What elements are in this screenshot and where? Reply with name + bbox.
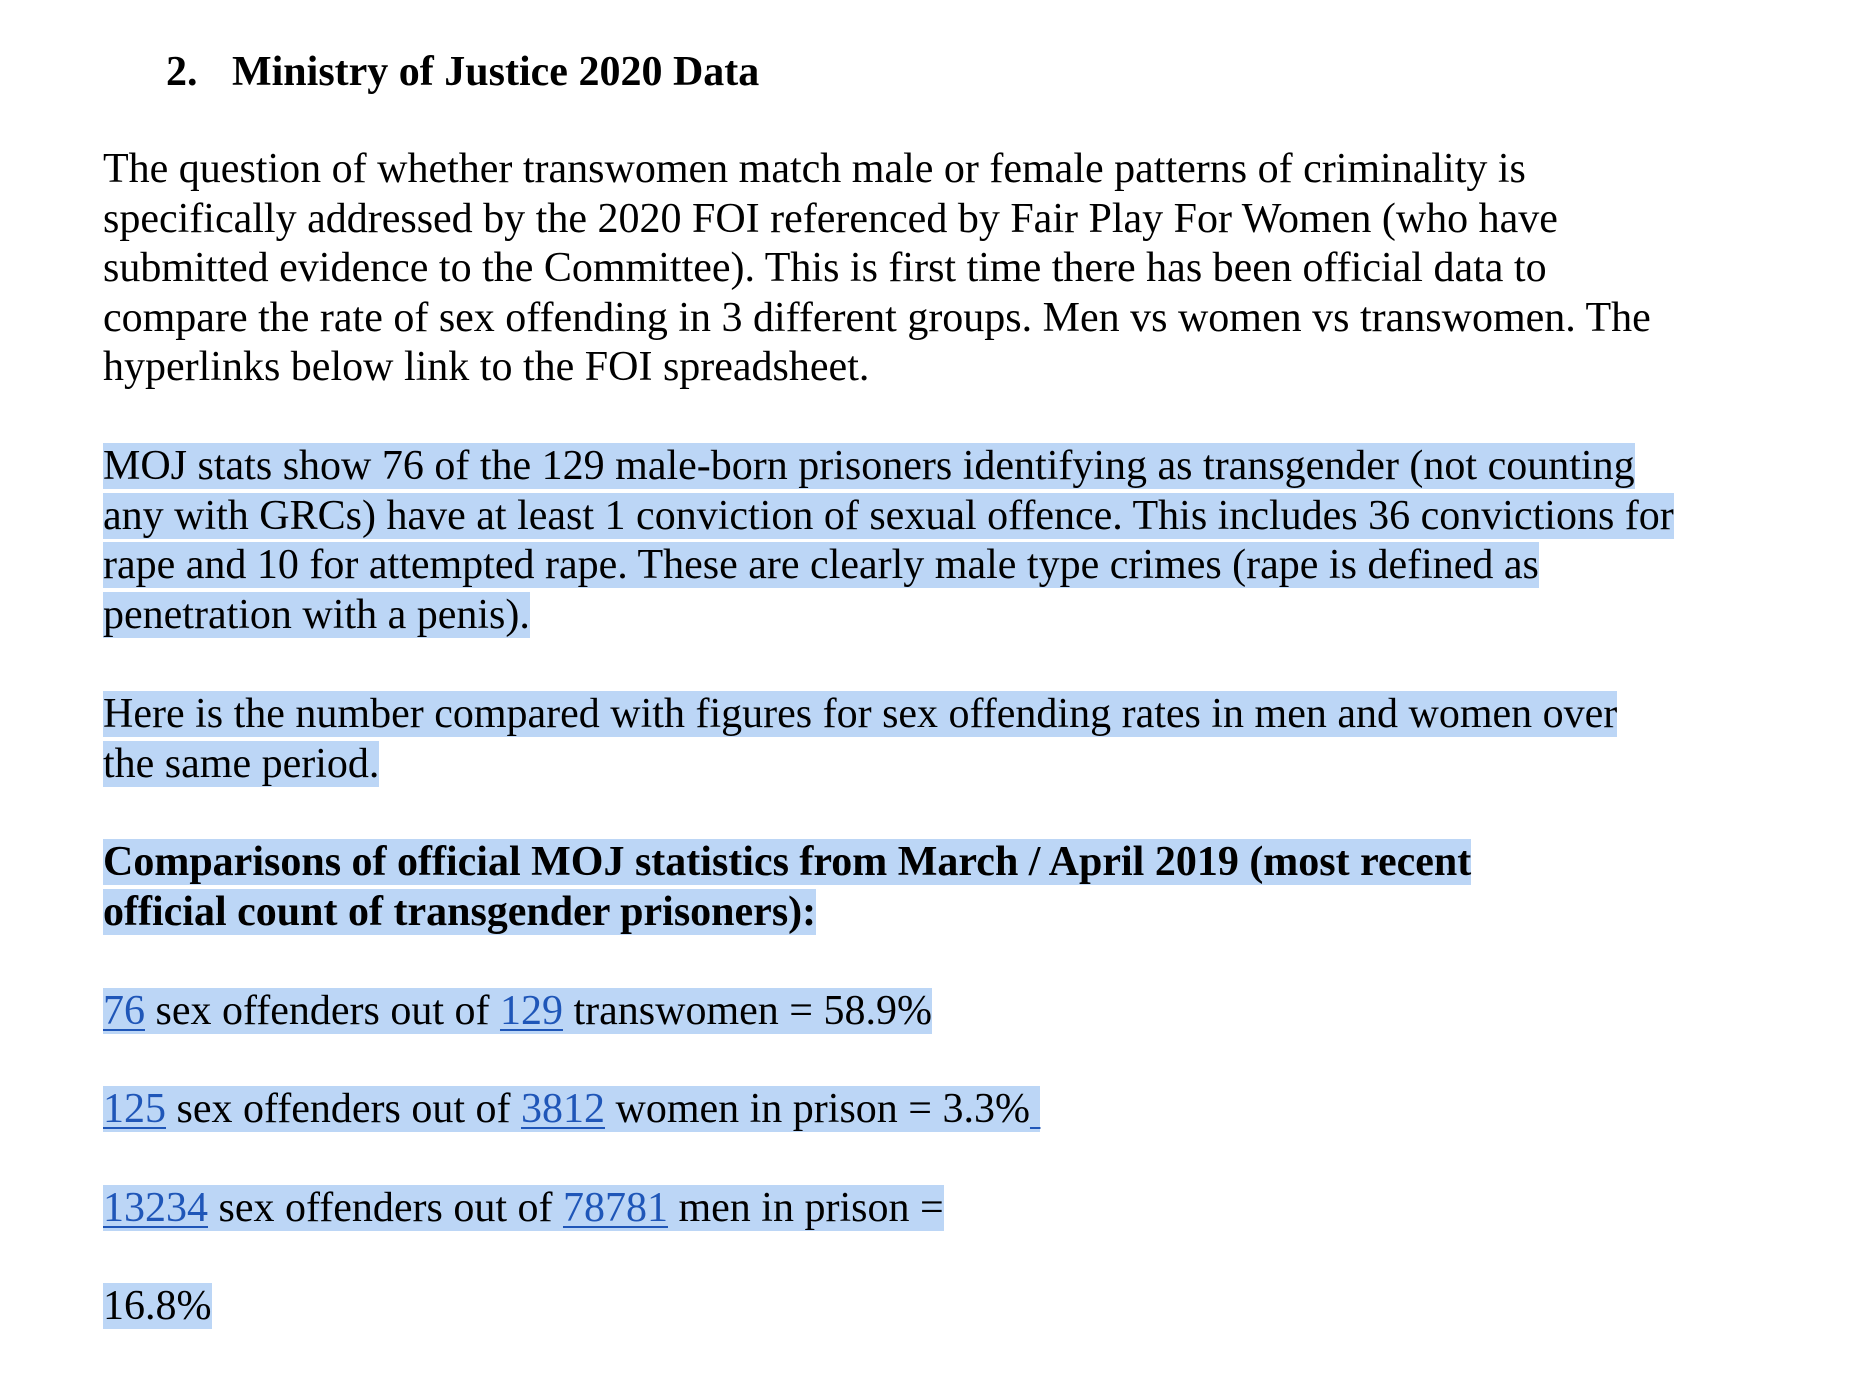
stat-result-text: women in prison = 3.3% xyxy=(604,1086,1030,1132)
population-count-link[interactable]: 78781 xyxy=(562,1185,668,1231)
stat-text: sex offenders out of xyxy=(208,1185,563,1231)
intro-line: hyperlinks below link to the FOI spreadsheet. xyxy=(103,344,870,390)
stat-row-men xyxy=(103,1184,944,1234)
intro-line: The question of whether transwomen match male or female patterns of criminality is xyxy=(103,146,1526,192)
intro-line: specifically addressed by the 2020 FOI referenced by Fair Play For Women (who have xyxy=(103,195,1558,242)
offenders-count-link[interactable]: 125 xyxy=(103,1086,166,1132)
stat-row-men-result xyxy=(103,1282,212,1332)
intro-line: compare the rate of sex offending in 3 different groups. Men vs women vs transwomen. The xyxy=(103,294,1651,341)
moj-stats-paragraph xyxy=(103,442,1674,640)
offenders-count-link[interactable]: 13234 xyxy=(103,1185,208,1231)
intro-paragraph xyxy=(103,145,1651,393)
stat-text: sex offenders out of xyxy=(166,1086,521,1132)
moj-stats-line: MOJ stats show 76 of the 129 male-born prisoners identifying as transgender (not counting xyxy=(103,443,1635,489)
comparison-intro-paragraph xyxy=(103,690,1617,789)
trailing-link-underline xyxy=(1030,1086,1041,1132)
population-count-link[interactable]: 3812 xyxy=(520,1086,605,1132)
moj-stats-line: any with GRCs) have at least 1 conviction of sexual offence. This includes 36 convictions for xyxy=(103,492,1674,539)
stat-row-transwomen xyxy=(103,987,932,1037)
moj-stats-line: penetration with a penis). xyxy=(103,591,530,638)
section-heading xyxy=(166,46,759,98)
intro-line: submitted evidence to the Committee). This is first time there has been official data to xyxy=(103,245,1547,291)
section-title: Ministry of Justice 2020 Data xyxy=(232,49,760,95)
offenders-count-link[interactable]: 76 xyxy=(103,988,145,1034)
comparison-intro-line: the same period. xyxy=(103,740,380,787)
stat-result-text: transwomen = 58.9% xyxy=(562,988,932,1034)
stat-text: sex offenders out of xyxy=(145,988,500,1034)
comparisons-heading-line: Comparisons of official MOJ statistics from March / April 2019 (most recent xyxy=(103,839,1472,885)
stat-result-text: men in prison = xyxy=(667,1185,944,1231)
population-count-link[interactable]: 129 xyxy=(499,988,563,1034)
comparison-intro-line: Here is the number compared with figures for sex offending rates in men and women over xyxy=(103,691,1618,737)
moj-stats-line: rape and 10 for attempted rape. These are clearly male type crimes (rape is defined as xyxy=(103,542,1539,588)
stat-row-women xyxy=(103,1085,1040,1135)
section-number: 2. xyxy=(166,49,198,95)
men-result-value: 16.8% xyxy=(103,1283,212,1329)
comparisons-heading-line: official count of transgender prisoners): xyxy=(103,888,817,935)
comparisons-heading xyxy=(103,838,1471,937)
